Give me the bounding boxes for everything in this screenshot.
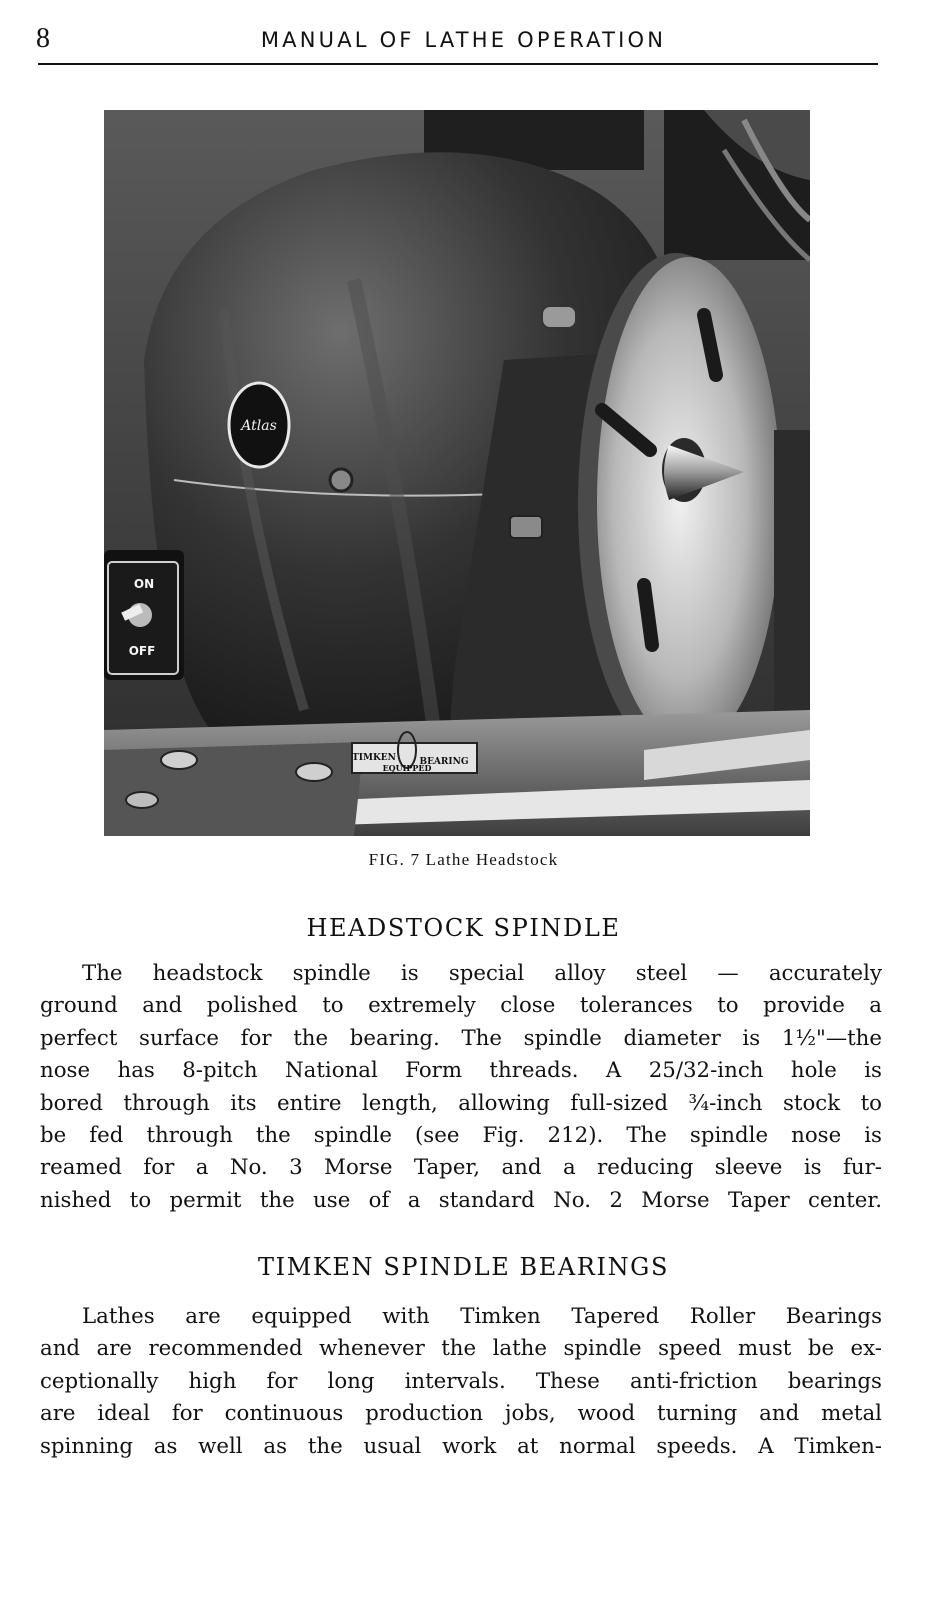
section-heading-headstock-spindle: HEADSTOCK SPINDLE [306,914,621,942]
text-line: are ideal for continuous production jobs, wood turning and metal [40,1401,882,1427]
plate-text-timken: TIMKEN [352,753,396,763]
badge-logo-text: Atlas [241,418,277,434]
paragraph-timken-spindle-bearings [40,1301,882,1463]
text-line: nose has 8-pitch National Form threads. A 25/32-inch hole is [40,1058,882,1084]
on-off-switch [104,550,184,680]
paragraph-headstock-spindle [40,958,882,1217]
text-line: Lathes are equipped with Timken Tapered Roller Bearings [82,1304,882,1329]
text-line: nished to permit the use of a standard No. 2 Morse Taper center. [40,1187,882,1213]
header-rule [38,63,878,65]
lathe-headstock-photo [104,110,810,836]
plate-text-bearing: BEARING [419,757,469,767]
pulley-cone [664,110,810,260]
text-line: and are recommended whenever the lathe spindle speed must be ex- [40,1336,882,1362]
section-heading-timken-spindle-bearings: TIMKEN SPINDLE BEARINGS [258,1253,669,1281]
page-number: 8 [36,23,50,54]
text-line: ceptionally high for long intervals. These anti-friction bearings [40,1368,882,1394]
plate-text-equipped: EQUIPPED [382,763,432,773]
figure-caption: FIG. 7 Lathe Headstock [368,850,559,869]
text-line: reamed for a No. 3 Morse Taper, and a reducing sleeve is fur- [40,1155,882,1181]
running-head: MANUAL OF LATHE OPERATION [260,28,667,52]
text-line: bored through its entire length, allowing full-sized ¾-inch stock to [40,1090,882,1116]
text-line: perfect surface for the bearing. The spindle diameter is 1½"—the [40,1025,882,1051]
switch-on-label: ON [133,577,155,591]
faceplate [578,253,781,757]
text-line: The headstock spindle is special alloy steel — accurately [82,961,882,986]
text-line: be fed through the spindle (see Fig. 212). The spindle nose is [40,1123,882,1149]
text-line: ground and polished to extremely close tolerances to provide a [40,993,882,1019]
text-line: spinning as well as the usual work at normal speeds. A Timken- [40,1433,882,1459]
switch-off-label: OFF [128,644,156,658]
atlas-logo-badge [229,383,289,467]
